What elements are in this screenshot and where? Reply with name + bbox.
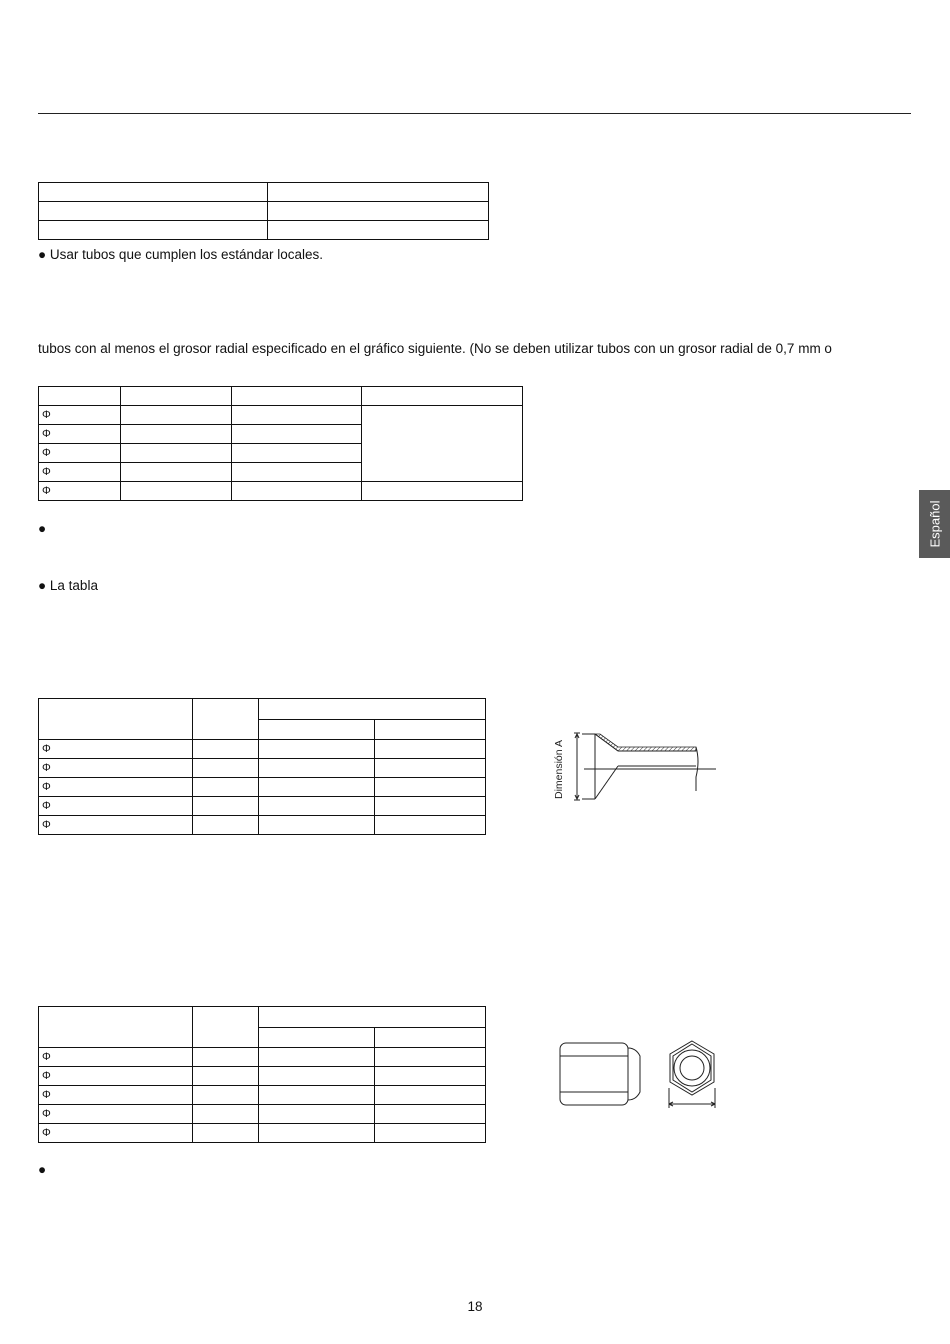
note-standards: ● Usar tubos que cumplen los estándar locales. (38, 247, 324, 262)
paragraph-thickness: tubos con al menos el grosor radial especificado en el gráfico siguiente. (No se deben utilizar tubos con un grosor radial de 0,7 mm o (38, 341, 832, 356)
thickness-table (38, 386, 523, 501)
phi-symbol: Φ (39, 759, 193, 778)
table-row (39, 1086, 486, 1105)
table-header-row (39, 387, 523, 406)
table-row (39, 1124, 486, 1143)
flare-nut-figure (556, 1038, 722, 1110)
table-row (39, 183, 489, 202)
table-row (39, 740, 486, 759)
phi-symbol: Φ (39, 1086, 193, 1105)
table-row (39, 221, 489, 240)
table-row (39, 482, 523, 501)
table-header-row (39, 1007, 486, 1028)
pipe-standard-table (38, 182, 489, 240)
table-row (39, 778, 486, 797)
bullet-empty-1: ● (38, 521, 47, 536)
phi-symbol: Φ (39, 406, 121, 425)
table-row (39, 1067, 486, 1086)
table-row (39, 1048, 486, 1067)
language-tab (919, 490, 950, 558)
figure-label: Dimensión A (553, 740, 565, 799)
phi-symbol: Φ (39, 1067, 193, 1086)
phi-symbol: Φ (39, 740, 193, 759)
page-number: 18 (467, 1299, 483, 1314)
language-tab-label: Español (927, 500, 942, 548)
table-row (39, 406, 523, 425)
table-row (39, 1105, 486, 1124)
phi-symbol: Φ (39, 463, 121, 482)
phi-symbol: Φ (39, 482, 121, 501)
phi-symbol: Φ (39, 1124, 193, 1143)
phi-symbol: Φ (39, 778, 193, 797)
phi-symbol: Φ (39, 1105, 193, 1124)
phi-symbol: Φ (39, 797, 193, 816)
phi-symbol: Φ (39, 425, 121, 444)
flare-dimension-table (38, 698, 486, 835)
bullet-empty-2: ● (38, 1162, 47, 1177)
table-row (39, 816, 486, 835)
flare-nut-table (38, 1006, 486, 1143)
flare-pipe-figure (546, 725, 721, 805)
table-row (39, 797, 486, 816)
table-row (39, 202, 489, 221)
table-row (39, 759, 486, 778)
header-rule (38, 113, 911, 114)
phi-symbol: Φ (39, 816, 193, 835)
note-table: ● La tabla (38, 578, 98, 593)
phi-symbol: Φ (39, 1048, 193, 1067)
table-header-row (39, 699, 486, 720)
phi-symbol: Φ (39, 444, 121, 463)
